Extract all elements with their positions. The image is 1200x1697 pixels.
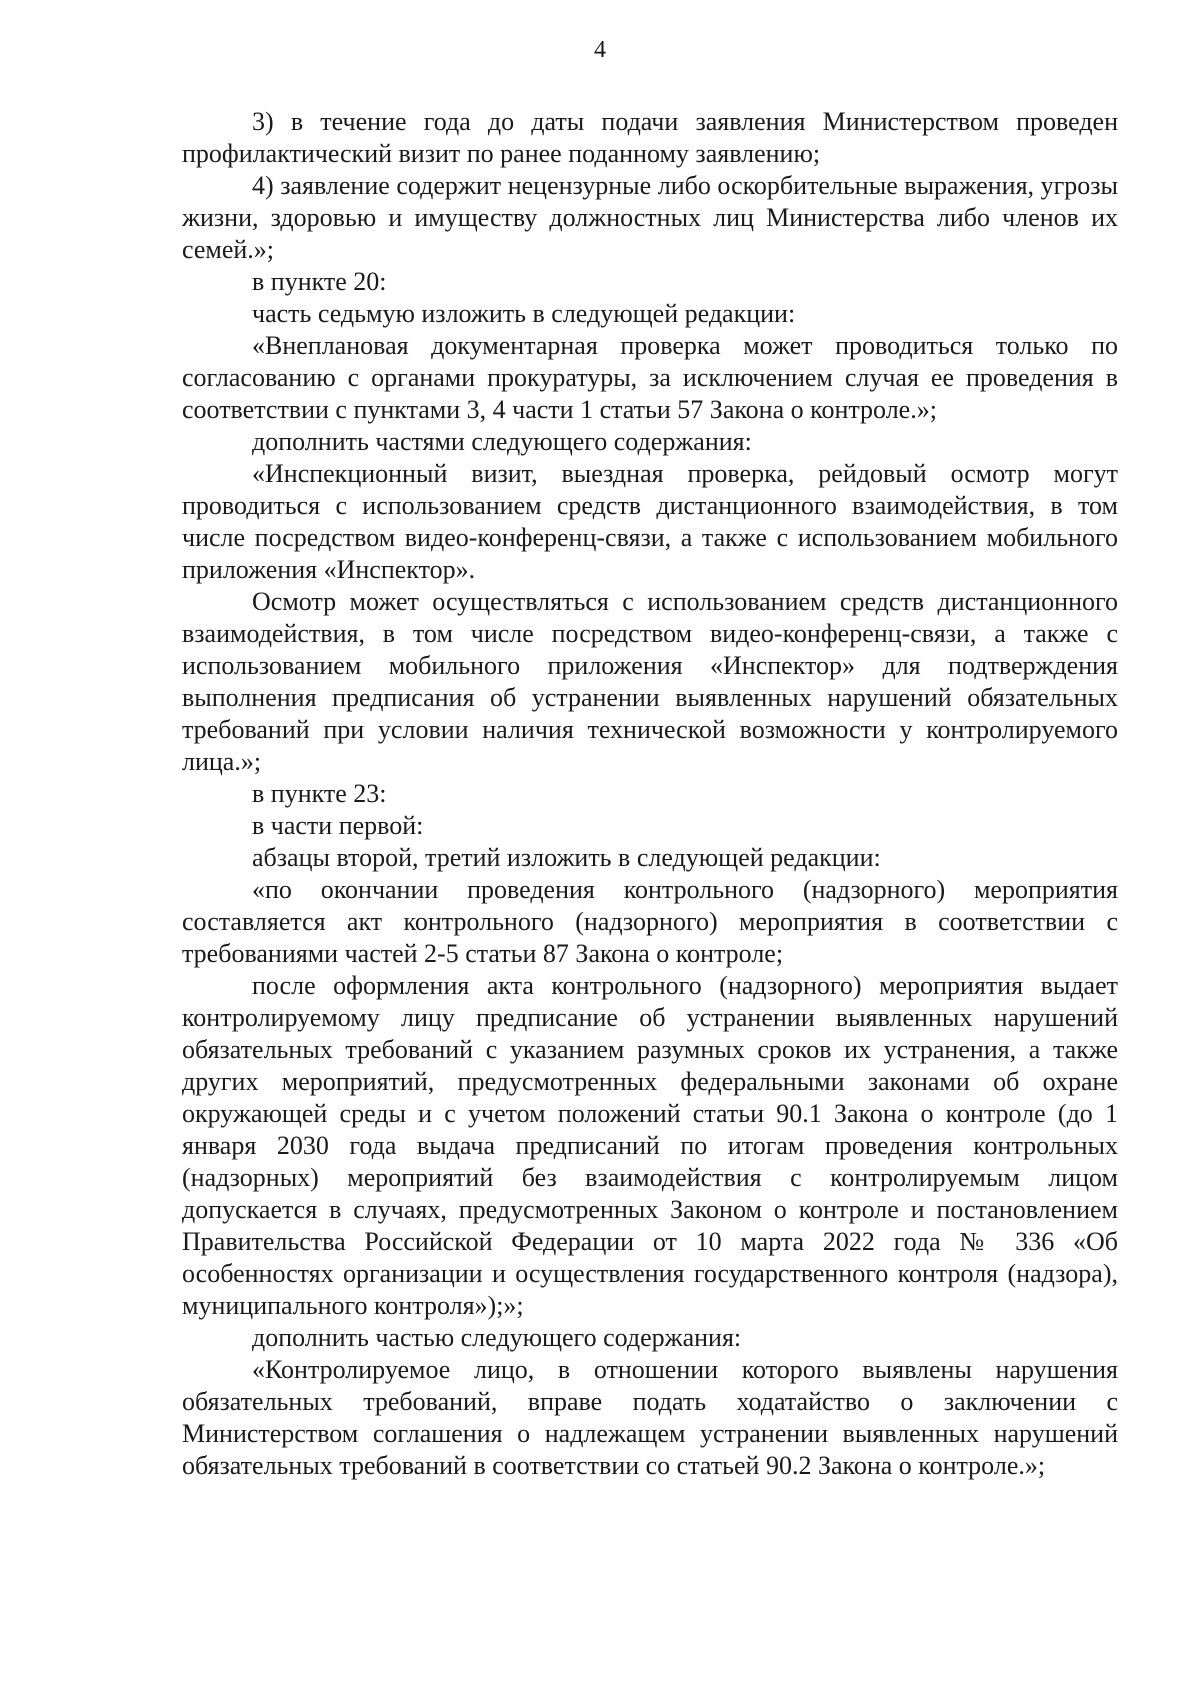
paragraph: в пункте 20: xyxy=(252,267,387,296)
paragraph: дополнить частями следующего содержания: xyxy=(252,427,752,456)
paragraph: после оформления акта контрольного (надзорного) мероприятия выдает контролируемому лицу предписание об устранении выявленных нарушений обязательных требований с указанием разумных сроков их устранения, а также других мероприятий, предусмотренных федеральными законами об охране окружающей среды и с учетом положений статьи 90.1 Закона о контроле (до 1 января 2030 года выдача предписаний по итогам проведения контрольных (надзорных) мероприятий без взаимодействия с контролируемым лицом допускается в случаях, предусмотренных Законом о контроле и постановлением Правительства Российской Федерации от 10 марта 2022 года № 336 «Об особенностях организации и осуществления государственного контроля (надзора), муниципального контроля»);»; xyxy=(182,971,1118,1320)
paragraph: в пункте 23: xyxy=(252,779,387,808)
paragraph: дополнить частью следующего содержания: xyxy=(252,1323,742,1352)
paragraph: 4) заявление содержит нецензурные либо оскорбительные выражения, угрозы жизни, здоровью и имуществу должностных лиц Министерства либо членов их семей.»; xyxy=(182,171,1118,264)
paragraph: часть седьмую изложить в следующей редакции: xyxy=(252,299,796,328)
paragraph: в части первой: xyxy=(252,811,424,840)
paragraph: «Инспекционный визит, выездная проверка, рейдовый осмотр могут проводиться с использованием средств дистанционного взаимодействия, в том числе посредством видео-конференц-связи, а также с использованием мобильного приложения «Инспектор». xyxy=(182,459,1118,584)
page-number: 4 xyxy=(594,37,606,63)
paragraph: абзацы второй, третий изложить в следующей редакции: xyxy=(252,843,881,872)
paragraph: «Внеплановая документарная проверка может проводиться только по согласованию с органами прокуратуры, за исключением случая ее проведения в соответствии с пунктами 3, 4 части 1 статьи 57 Закона о контроле.»; xyxy=(182,331,1118,424)
paragraph: Осмотр может осуществляться с использованием средств дистанционного взаимодействия, в том числе посредством видео-конференц-связи, а также с использованием мобильного приложения «Инспектор» для подтверждения выполнения предписания об устранении выявленных нарушений обязательных требований при условии наличия технической возможности у контролируемого лица.»; xyxy=(182,587,1118,776)
paragraph: «Контролируемое лицо, в отношении которого выявлены нарушения обязательных требований, вправе подать ходатайство о заключении с Министерством соглашения о надлежащем устранении выявленных нарушений обязательных требований в соответствии со статьей 90.2 Закона о контроле.»; xyxy=(182,1355,1118,1480)
document-body xyxy=(182,106,1118,1482)
paragraph: 3) в течение года до даты подачи заявления Министерством проведен профилактический визит по ранее поданному заявлению; xyxy=(182,107,1118,168)
paragraph: «по окончании проведения контрольного (надзорного) мероприятия составляется акт контрольного (надзорного) мероприятия в соответствии с требованиями частей 2-5 статьи 87 Закона о контроле; xyxy=(182,875,1118,968)
